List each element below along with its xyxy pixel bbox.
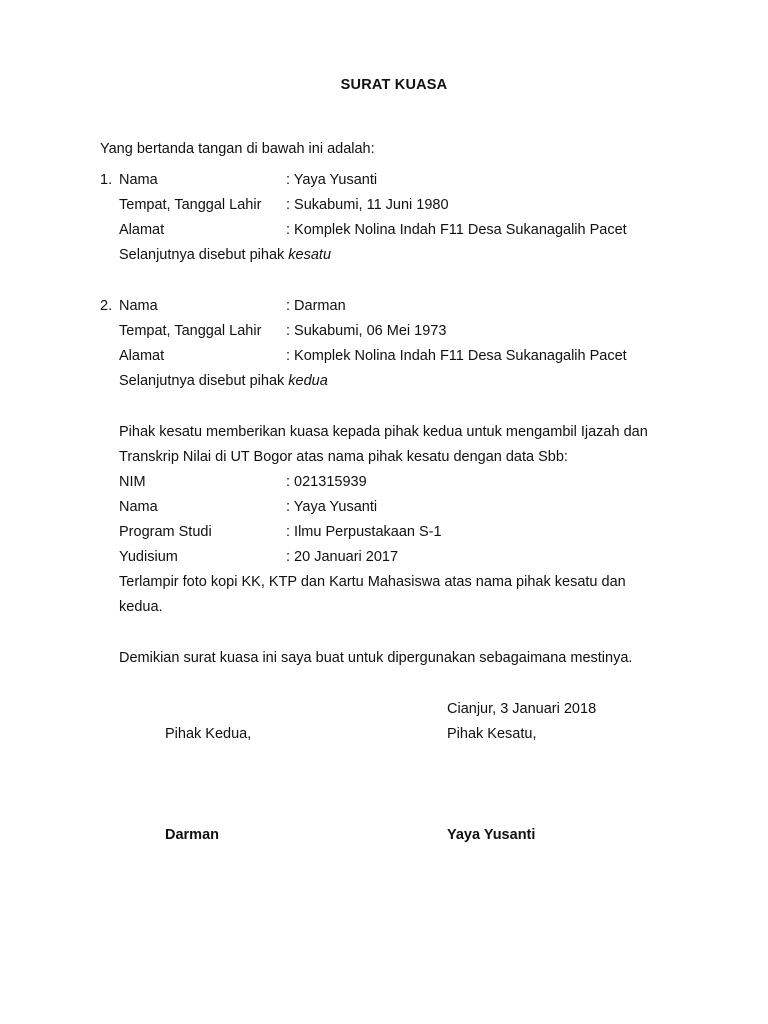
party2-name-label: Nama bbox=[119, 298, 158, 314]
party1-birth-value: : Sukabumi, 11 Juni 1980 bbox=[286, 197, 449, 213]
detail-yudisium-label: Yudisium bbox=[119, 549, 178, 565]
detail-name-value: : Yaya Yusanti bbox=[286, 499, 378, 515]
detail-program-label: Program Studi bbox=[119, 524, 212, 540]
body-line-2: Transkrip Nilai di UT Bogor atas nama pihak kesatu dengan data Sbb: bbox=[119, 449, 568, 465]
party2-birth-label: Tempat, Tanggal Lahir bbox=[119, 323, 262, 339]
left-signer-name: Darman bbox=[165, 827, 219, 843]
party1-designation-term: kesatu bbox=[288, 247, 332, 263]
party2-address-value: : Komplek Nolina Indah F11 Desa Sukanagalih Pacet bbox=[286, 348, 627, 364]
detail-program-value: : Ilmu Perpustakaan S-1 bbox=[286, 524, 442, 540]
right-signer-name: Yaya Yusanti bbox=[447, 827, 536, 843]
party2-name-value: : Darman bbox=[286, 298, 346, 314]
detail-yudisium-value: : 20 Januari 2017 bbox=[286, 549, 399, 565]
party1-address-value: : Komplek Nolina Indah F11 Desa Sukanagalih Pacet bbox=[286, 222, 627, 238]
party1-name-label: Nama bbox=[119, 172, 158, 188]
attachment-line-1: Terlampir foto kopi KK, KTP dan Kartu Mahasiswa atas nama pihak kesatu dan bbox=[119, 574, 626, 590]
detail-nim-label: NIM bbox=[119, 474, 146, 490]
detail-nim-value: : 021315939 bbox=[286, 474, 367, 490]
left-signer-role: Pihak Kedua, bbox=[165, 726, 252, 742]
party2-birth-value: : Sukabumi, 06 Mei 1973 bbox=[286, 323, 447, 339]
right-signer-role: Pihak Kesatu, bbox=[447, 726, 537, 742]
party2-designation-term: kedua bbox=[288, 373, 328, 389]
body-line-1: Pihak kesatu memberikan kuasa kepada pihak kedua untuk mengambil Ijazah dan bbox=[119, 424, 648, 440]
party2-designation-prefix: Selanjutnya disebut pihak bbox=[119, 373, 289, 389]
closing-text: Demikian surat kuasa ini saya buat untuk dipergunakan sebagaimana mestinya. bbox=[119, 650, 633, 666]
party1-designation-prefix: Selanjutnya disebut pihak bbox=[119, 247, 289, 263]
party1-birth-label: Tempat, Tanggal Lahir bbox=[119, 197, 262, 213]
intro-text: Yang bertanda tangan di bawah ini adalah: bbox=[100, 141, 375, 157]
party1-name-value: : Yaya Yusanti bbox=[286, 172, 378, 188]
place-date: Cianjur, 3 Januari 2018 bbox=[447, 701, 597, 717]
detail-name-label: Nama bbox=[119, 499, 158, 515]
party1-number: 1. bbox=[100, 172, 113, 188]
party1-designation bbox=[119, 246, 331, 264]
page-title: SURAT KUASA bbox=[340, 77, 448, 93]
attachment-line-2: kedua. bbox=[119, 599, 163, 615]
party1-address-label: Alamat bbox=[119, 222, 165, 238]
party2-address-label: Alamat bbox=[119, 348, 165, 364]
party2-number: 2. bbox=[100, 298, 113, 314]
party2-designation bbox=[119, 372, 328, 390]
